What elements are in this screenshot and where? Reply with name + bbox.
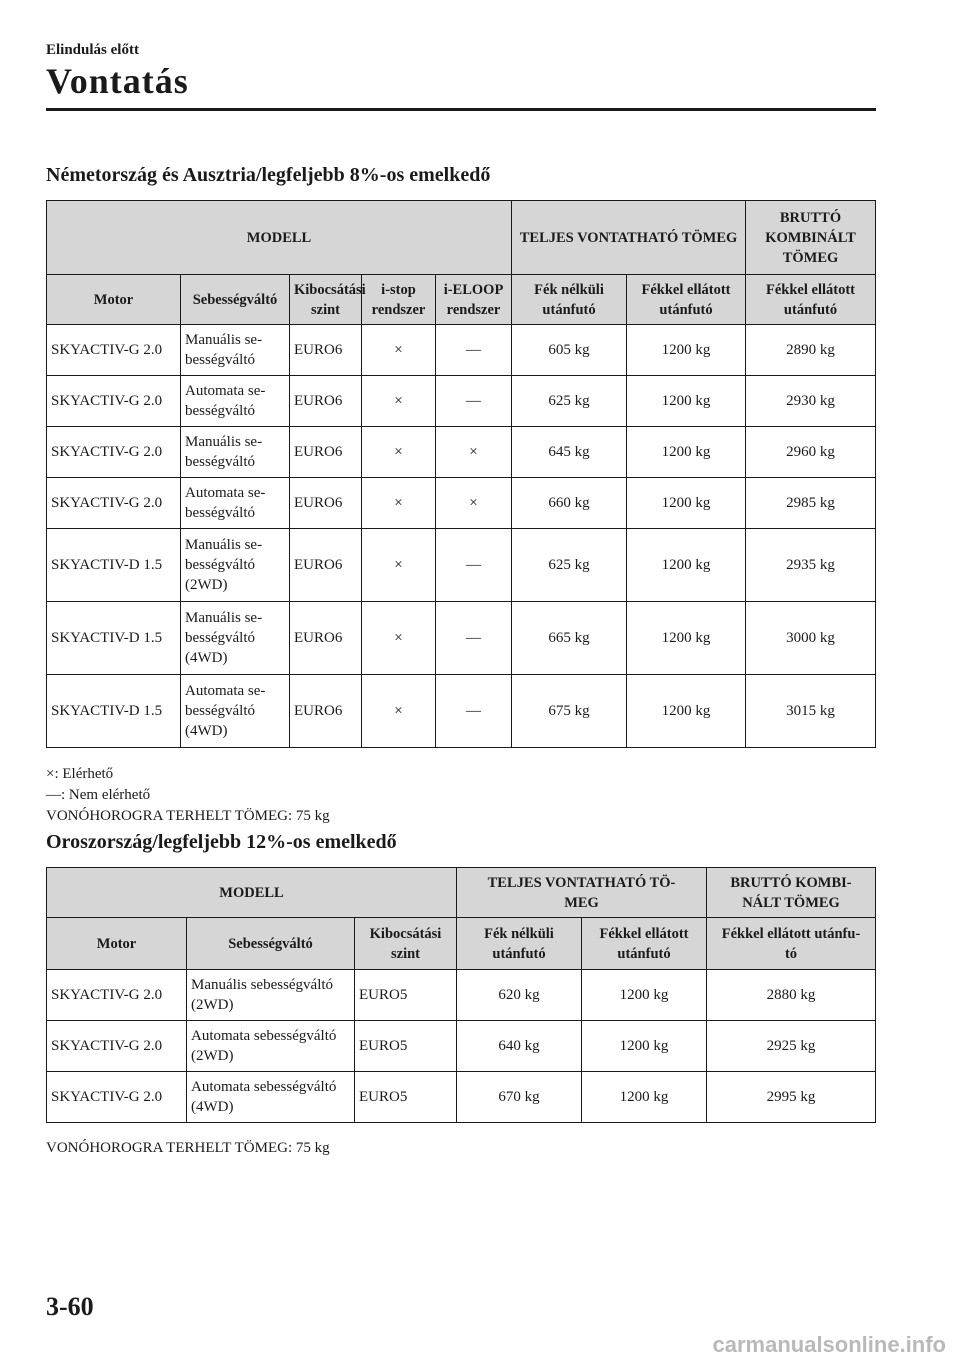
col-kibocsatasi-szint: Kibocsátási szint xyxy=(290,275,362,325)
table-cell: 1200 kg xyxy=(582,1021,707,1072)
col-fek-nelkuli: Fék nélküli utánfutó xyxy=(457,918,582,970)
cell-motor: SKYACTIV-D 1.5 xyxy=(47,675,181,748)
table-cell: 3015 kg xyxy=(746,675,876,748)
col-sebessegvalto: Sebességváltó xyxy=(187,918,355,970)
table-cell: 2960 kg xyxy=(746,427,876,478)
table-cell: 605 kg xyxy=(512,325,627,376)
table-cell: 1200 kg xyxy=(627,602,746,675)
table-cell: 660 kg xyxy=(512,478,627,529)
table-cell: 645 kg xyxy=(512,427,627,478)
table-cell: EURO5 xyxy=(355,1072,457,1123)
cell-motor: SKYACTIV-G 2.0 xyxy=(47,970,187,1021)
table-cell: 2995 kg xyxy=(707,1072,876,1123)
table-cell: 2890 kg xyxy=(746,325,876,376)
page-title: Vontatás xyxy=(46,61,189,101)
page-number: 3-60 xyxy=(46,1292,94,1321)
col-motor: Motor xyxy=(47,918,187,970)
table-cell: EURO5 xyxy=(355,970,457,1021)
cell-sebessegvalto: Automata se- bességváltó (4WD) xyxy=(181,675,290,748)
table-cell: 1200 kg xyxy=(627,427,746,478)
table-cell: 1200 kg xyxy=(627,675,746,748)
table-cell: — xyxy=(436,529,512,602)
col-sebessegvalto: Sebességváltó xyxy=(181,275,290,325)
col-fekkel-ellatott: Fékkel ellátott utánfutó xyxy=(582,918,707,970)
table-row xyxy=(47,602,876,675)
table-cell: × xyxy=(436,427,512,478)
table-cell: 1200 kg xyxy=(582,970,707,1021)
table-cell: 625 kg xyxy=(512,376,627,427)
note-tow-hook-load: VONÓHOROGRA TERHELT TÖMEG: 75 kg xyxy=(46,808,330,824)
table-cell: × xyxy=(362,529,436,602)
table-cell: 2930 kg xyxy=(746,376,876,427)
col-i-stop: i-stop rendszer xyxy=(362,275,436,325)
cell-sebessegvalto: Manuális se- bességváltó (2WD) xyxy=(181,529,290,602)
table2-heading: Oroszország/legfeljebb 12%-os emelkedő xyxy=(46,831,397,853)
cell-motor: SKYACTIV-G 2.0 xyxy=(47,325,181,376)
cell-sebessegvalto: Manuális se- bességváltó (4WD) xyxy=(181,602,290,675)
table-row xyxy=(47,1072,876,1123)
col-fekkel-ellatott: Fékkel ellátott utánfutó xyxy=(627,275,746,325)
table-cell: — xyxy=(436,325,512,376)
table-cell: 2880 kg xyxy=(707,970,876,1021)
header-teljes-vontathato-tomeg: TELJES VONTATHATÓ TÖ- MEG xyxy=(457,868,707,918)
cell-sebessegvalto: Manuális sebességváltó (2WD) xyxy=(187,970,355,1021)
cell-motor: SKYACTIV-G 2.0 xyxy=(47,1021,187,1072)
col-fekkel-ellatott-brutto: Fékkel ellátott utánfu- tó xyxy=(707,918,876,970)
table-row xyxy=(47,970,876,1021)
table-cell: × xyxy=(362,376,436,427)
table-row xyxy=(47,427,876,478)
table-cell: 2985 kg xyxy=(746,478,876,529)
cell-sebessegvalto: Automata se- bességváltó xyxy=(181,376,290,427)
table-cell: 1200 kg xyxy=(582,1072,707,1123)
watermark: carmanualsonline.info xyxy=(712,1332,946,1357)
col-fek-nelkuli: Fék nélküli utánfutó xyxy=(512,275,627,325)
table-row xyxy=(47,675,876,748)
table-row xyxy=(47,325,876,376)
table-cell: — xyxy=(436,675,512,748)
table-cell: EURO6 xyxy=(290,602,362,675)
table-cell: × xyxy=(362,675,436,748)
table-cell: EURO5 xyxy=(355,1021,457,1072)
header-brutto-kombinalt-tomeg: BRUTTÓ KOMBI- NÁLT TÖMEG xyxy=(707,868,876,918)
table-cell: 3000 kg xyxy=(746,602,876,675)
table-row xyxy=(47,478,876,529)
cell-motor: SKYACTIV-D 1.5 xyxy=(47,602,181,675)
header-modell: MODELL xyxy=(47,201,512,275)
table-cell: 670 kg xyxy=(457,1072,582,1123)
header-teljes-vontathato-tomeg: TELJES VONTATHATÓ TÖMEG xyxy=(512,201,746,275)
title-divider xyxy=(46,108,876,111)
table-cell: 2925 kg xyxy=(707,1021,876,1072)
table-cell: 640 kg xyxy=(457,1021,582,1072)
table-cell: 1200 kg xyxy=(627,478,746,529)
table-cell: × xyxy=(362,427,436,478)
header-modell: MODELL xyxy=(47,868,457,918)
table-cell: EURO6 xyxy=(290,675,362,748)
section-label: Elindulás előtt xyxy=(46,42,139,58)
cell-motor: SKYACTIV-G 2.0 xyxy=(47,376,181,427)
col-kibocsatasi-szint: Kibocsátási szint xyxy=(355,918,457,970)
table1-notes xyxy=(46,764,330,827)
table-cell: × xyxy=(436,478,512,529)
table-cell: EURO6 xyxy=(290,376,362,427)
table-row xyxy=(47,529,876,602)
cell-sebessegvalto: Manuális se- bességváltó xyxy=(181,427,290,478)
table-cell: 625 kg xyxy=(512,529,627,602)
table-cell: 1200 kg xyxy=(627,325,746,376)
cell-sebessegvalto: Manuális se- bességváltó xyxy=(181,325,290,376)
table1-heading: Németország és Ausztria/legfeljebb 8%-os emelkedő xyxy=(46,164,491,186)
table-cell: 1200 kg xyxy=(627,529,746,602)
col-i-eloop: i-ELOOP rendszer xyxy=(436,275,512,325)
cell-sebessegvalto: Automata sebességváltó (4WD) xyxy=(187,1072,355,1123)
cell-motor: SKYACTIV-D 1.5 xyxy=(47,529,181,602)
table-row xyxy=(47,1021,876,1072)
table-cell: — xyxy=(436,602,512,675)
towing-table-germany-austria xyxy=(46,200,876,748)
col-motor: Motor xyxy=(47,275,181,325)
cell-sebessegvalto: Automata sebességváltó (2WD) xyxy=(187,1021,355,1072)
note-not-available: —: Nem elérhető xyxy=(46,787,151,803)
cell-motor: SKYACTIV-G 2.0 xyxy=(47,1072,187,1123)
table-cell: × xyxy=(362,325,436,376)
table-cell: EURO6 xyxy=(290,325,362,376)
table-cell: 620 kg xyxy=(457,970,582,1021)
cell-motor: SKYACTIV-G 2.0 xyxy=(47,427,181,478)
table-cell: 675 kg xyxy=(512,675,627,748)
header-brutto-kombinalt-tomeg: BRUTTÓ KOMBINÁLT TÖMEG xyxy=(746,201,876,275)
note-available: ×: Elérhető xyxy=(46,766,114,782)
cell-sebessegvalto: Automata se- bességváltó xyxy=(181,478,290,529)
table-cell: EURO6 xyxy=(290,529,362,602)
table-cell: × xyxy=(362,602,436,675)
table-cell: 665 kg xyxy=(512,602,627,675)
col-fekkel-ellatott-brutto: Fékkel ellátott utánfutó xyxy=(746,275,876,325)
table-row xyxy=(47,376,876,427)
table-cell: × xyxy=(362,478,436,529)
table2-note-tow-hook-load: VONÓHOROGRA TERHELT TÖMEG: 75 kg xyxy=(46,1140,330,1156)
table-cell: EURO6 xyxy=(290,478,362,529)
table-cell: 2935 kg xyxy=(746,529,876,602)
table-cell: 1200 kg xyxy=(627,376,746,427)
table-cell: — xyxy=(436,376,512,427)
towing-table-russia xyxy=(46,867,876,1123)
cell-motor: SKYACTIV-G 2.0 xyxy=(47,478,181,529)
table-cell: EURO6 xyxy=(290,427,362,478)
